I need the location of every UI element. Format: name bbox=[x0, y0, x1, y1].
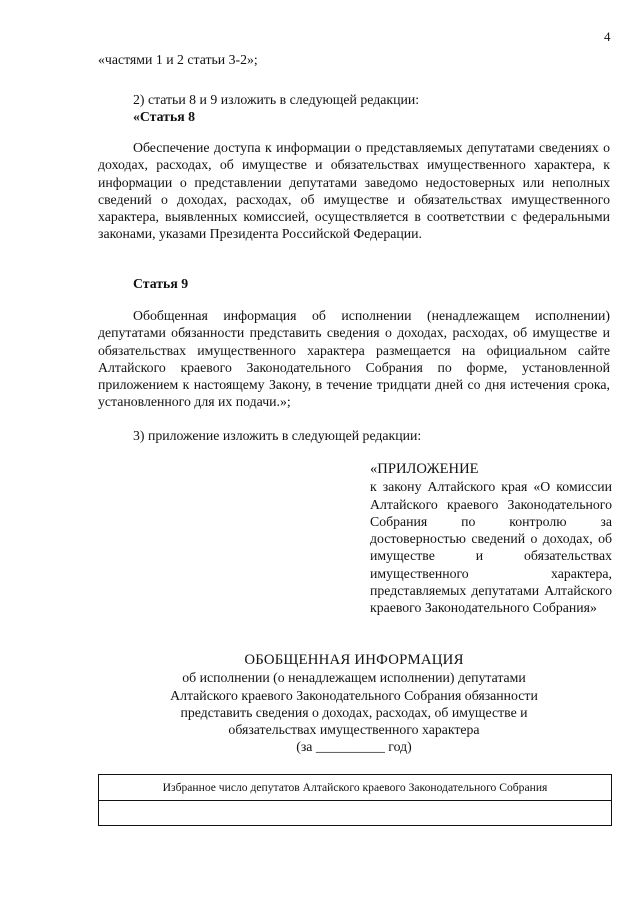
item-3: 3) приложение изложить в следующей редакции: bbox=[133, 428, 422, 443]
form-line-3: представить сведения о доходах, расходах, об имуществе и bbox=[180, 704, 528, 720]
item-2: 2) статьи 8 и 9 изложить в следующей редакции: bbox=[133, 92, 420, 107]
article-8-title: «Статья 8 bbox=[133, 109, 196, 124]
form-heading: ОБОБЩЕННАЯ ИНФОРМАЦИЯ bbox=[244, 652, 464, 668]
appendix-header bbox=[370, 461, 612, 617]
appendix-title: «ПРИЛОЖЕНИЕ bbox=[370, 461, 479, 477]
table-value-row bbox=[99, 801, 612, 826]
form-title-block bbox=[98, 652, 610, 756]
deputies-table bbox=[98, 774, 612, 826]
page-number: 4 bbox=[604, 29, 611, 44]
form-line-2: Алтайского краевого Законодательного Собрания обязанности bbox=[170, 687, 538, 703]
continuation-line: «частями 1 и 2 статьи 3-2»; bbox=[98, 52, 258, 67]
article-9-text: Обобщенная информация об исполнении (ненадлежащем исполнении) депутатами обязанности представить сведения о доходах, расходах, об имуществе и обязательствах имущественного характера размещается на официальном сайте Алтайского краевого Законодательного Собрания по форме, установленной приложением к настоящему Закону, в течение тридцати дней со дня истечения срока, установленного для их подачи.»; bbox=[98, 308, 610, 410]
form-line-4: обязательствах имущественного характера bbox=[228, 722, 480, 738]
form-line-1: об исполнении (о ненадлежащем исполнении) депутатами bbox=[182, 670, 526, 686]
form-year-line: (за __________ год) bbox=[296, 739, 412, 755]
article-9-title: Статья 9 bbox=[133, 276, 189, 291]
appendix-text: к закону Алтайского края «О комиссии Алтайского краевого Законодательного Собрания по контролю за достоверностью сведений о доходах, об имуществе и обязательствах имущественного характера, представляемых депутатами Алтайского краевого Законодательного Собрания» bbox=[370, 479, 612, 616]
table-header-row bbox=[99, 775, 612, 801]
table-header-cell: Избранное число депутатов Алтайского краевого Законодательного Собрания bbox=[99, 775, 612, 801]
table-value-cell bbox=[99, 801, 612, 826]
article-8-text: Обеспечение доступа к информации о представляемых депутатами сведениях о доходах, расходах, об имуществе и обязательствах имущественного характера, к информации о представлении депутатами заведомо недостоверных или неполных сведений о доходах, расходах, об имуществе и обязательствах имущественного характера, выявленных комиссией, осуществляется в соответствии с федеральными законами, указами Президента Российской Федерации. bbox=[98, 140, 610, 242]
